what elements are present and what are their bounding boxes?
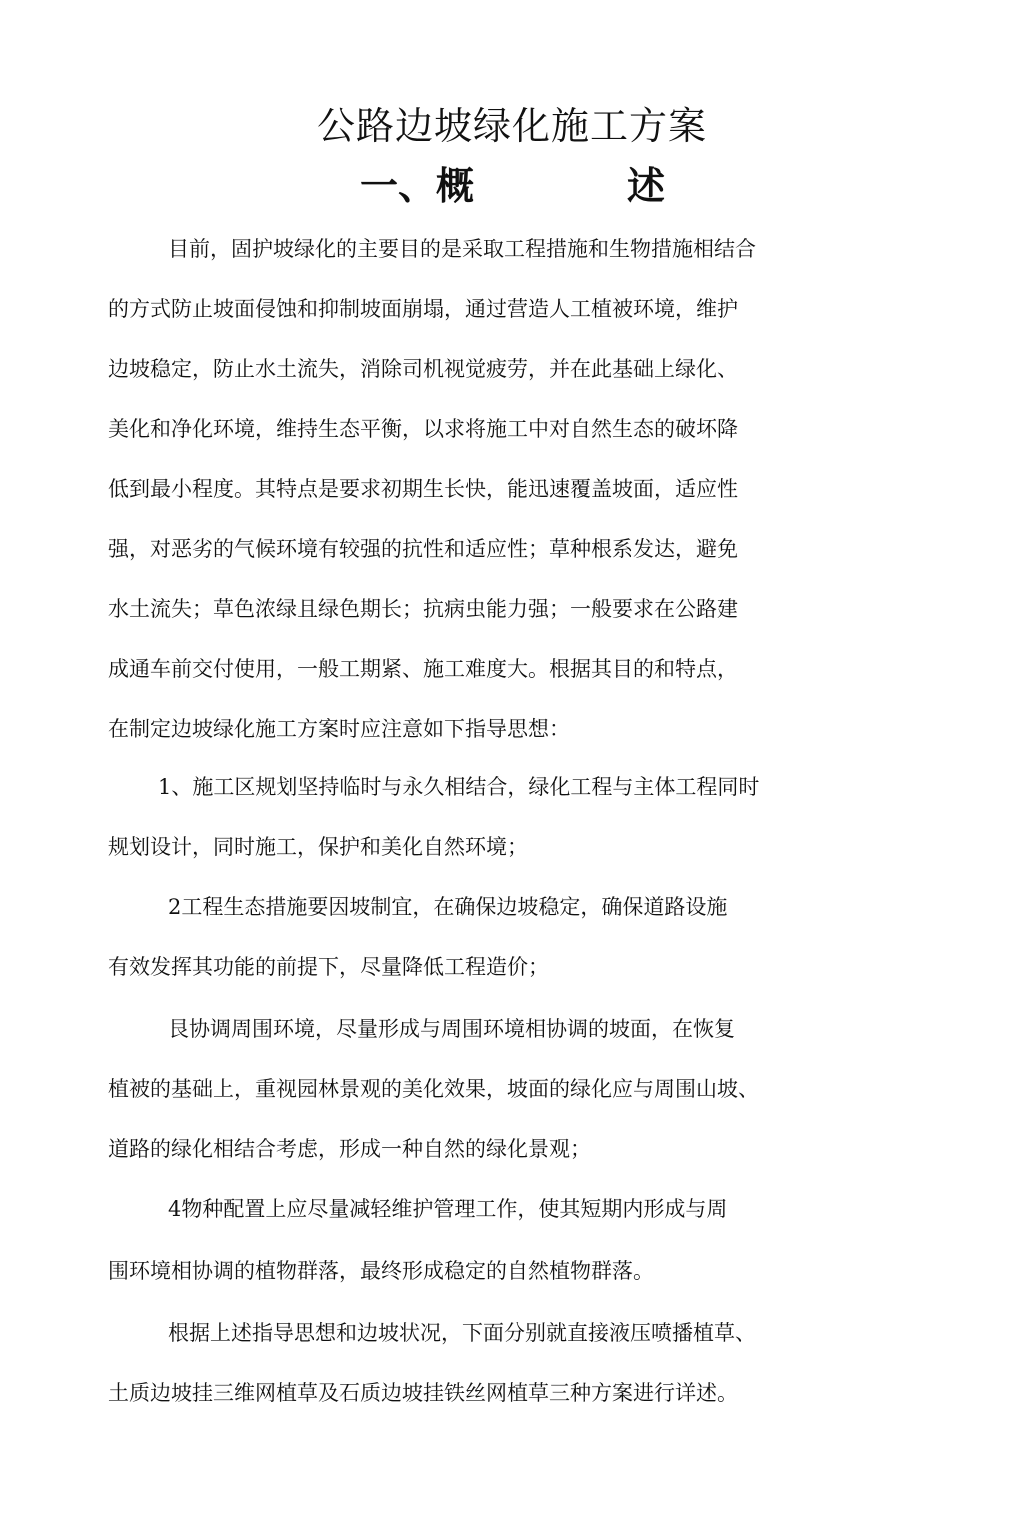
paragraph-line: 目前，固护坡绿化的主要目的是采取工程措施和生物措施相结合 <box>168 237 756 261</box>
paragraph-line: 边坡稳定，防止水土流失，消除司机视觉疲劳，并在此基础上绿化、 <box>108 357 738 381</box>
guideline-item-line: 1、施工区规划坚持临时与永久相结合，绿化工程与主体工程同时 <box>158 775 760 799</box>
guideline-item-line: 艮协调周围环境，尽量形成与周围环境相协调的坡面，在恢复 <box>168 1017 735 1041</box>
guideline-item-line: 2工程生态措施要因坡制宜，在确保边坡稳定，确保道路设施 <box>168 895 728 919</box>
guideline-item-line: 4物种配置上应尽量减轻维护管理工作，使其短期内形成与周 <box>168 1197 728 1221</box>
paragraph-line: 低到最小程度。其特点是要求初期生长快，能迅速覆盖坡面，适应性 <box>108 477 738 501</box>
paragraph-line: 土质边坡挂三维网植草及石质边坡挂铁丝网植草三种方案进行详述。 <box>108 1381 738 1405</box>
guideline-item-line: 规划设计，同时施工，保护和美化自然环境； <box>108 835 528 859</box>
guideline-item-line: 道路的绿化相结合考虑，形成一种自然的绿化景观； <box>108 1137 591 1161</box>
section-heading <box>360 160 680 212</box>
document-title: 公路边坡绿化施工方案 <box>316 104 707 148</box>
paragraph-line: 强，对恶劣的气候环境有较强的抗性和适应性；草种根系发达，避免 <box>108 537 738 561</box>
section-heading-word: 述 <box>627 164 666 208</box>
paragraph-line: 美化和净化环境，维持生态平衡，以求将施工中对自然生态的破坏降 <box>108 417 738 441</box>
paragraph-line: 成通车前交付使用，一般工期紧、施工难度大。根据其目的和特点， <box>108 657 738 681</box>
paragraph-line: 在制定边坡绿化施工方案时应注意如下指导思想： <box>108 717 570 741</box>
paragraph-line: 水土流失；草色浓绿且绿色期长；抗病虫能力强；一般要求在公路建 <box>108 597 738 621</box>
paragraph-line: 根据上述指导思想和边坡状况，下面分别就直接液压喷播植草、 <box>168 1321 756 1345</box>
guideline-item-line: 植被的基础上，重视园林景观的美化效果，坡面的绿化应与周围山坡、 <box>108 1077 759 1101</box>
paragraph-line: 的方式防止坡面侵蚀和抑制坡面崩塌，通过营造人工植被环境，维护 <box>108 297 738 321</box>
guideline-item-line: 有效发挥其功能的前提下，尽量降低工程造价； <box>108 955 549 979</box>
guideline-item-line: 围环境相协调的植物群落，最终形成稳定的自然植物群落。 <box>108 1259 654 1283</box>
section-heading-number: 一、概 <box>360 164 475 208</box>
